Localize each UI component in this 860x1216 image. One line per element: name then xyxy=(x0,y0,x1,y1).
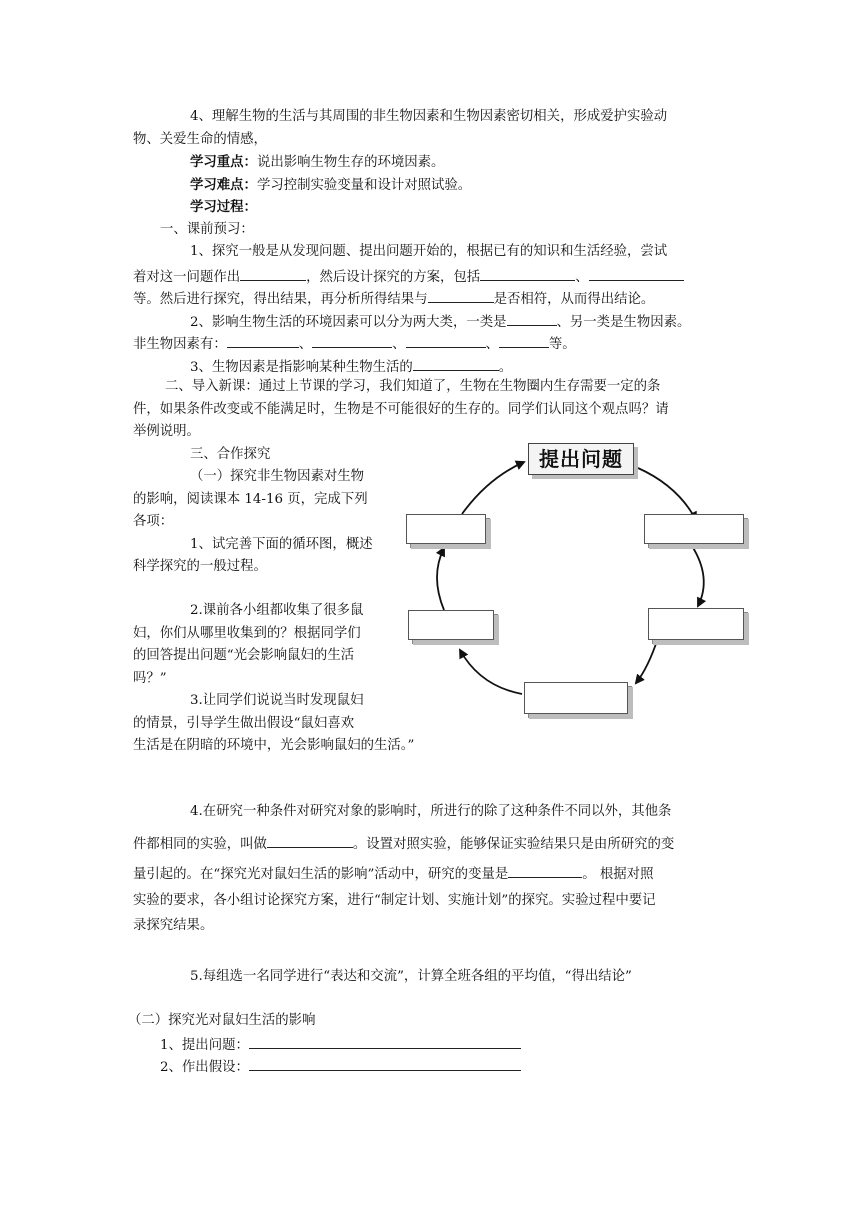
cycle-step-left-bottom[interactable] xyxy=(408,610,494,640)
arrow-bottom-left xyxy=(460,650,522,694)
part-2-heading: （二）探究光对鼠妇生活的影响 xyxy=(128,1013,316,1028)
section-2-line2: 件，如果条件改变或不能满足时，生物是不可能很好的生存的。同学们认同这个观点吗？请 xyxy=(133,402,669,417)
section-3-heading: 三、合作探究 xyxy=(190,447,271,462)
blank-abiotic-1[interactable] xyxy=(227,333,299,348)
arrow-top-right xyxy=(638,468,696,520)
cycle-step-bottom[interactable] xyxy=(524,682,628,714)
blank-plan-2[interactable] xyxy=(589,266,684,281)
q1-line3: 等。然后进行探究，得出结果，再分析所得结果与 是否相符，从而得出结论。 xyxy=(133,288,654,309)
arrow-right xyxy=(692,546,704,606)
item-4-line4: 实验的要求，各小组讨论探究方案，进行“制定计划、实施计划”的探究。实验过程中要记 xyxy=(133,893,656,908)
part-1-line1: （一）探究非生物因素对生物 xyxy=(190,469,365,484)
blank-biotic[interactable] xyxy=(413,356,499,371)
q2-line2: 非生物因素有： 、 、 、 等。 xyxy=(133,333,576,354)
cycle-step-right-top[interactable] xyxy=(644,514,744,544)
blank-hypothesis[interactable] xyxy=(240,266,306,281)
section-1-heading: 一、课前预习： xyxy=(160,222,254,237)
blank-compare[interactable] xyxy=(428,288,494,303)
section-2-line3: 举例说明。 xyxy=(133,424,200,439)
learning-difficulty xyxy=(190,176,471,195)
item-5: 5.每组选一名同学进行“表达和交流”，计算全班各组的平均值，“得出结论” xyxy=(190,969,632,984)
item-4-line5: 录探究结果。 xyxy=(133,918,214,933)
inquiry-cycle-diagram xyxy=(400,438,760,728)
diagram-top-step: 提出问题 xyxy=(528,443,634,475)
objective-4-line1: 4、理解生物的生活与其周围的非生物因素和生物因素密切相关，形成爱护实验动 xyxy=(190,109,668,124)
difficulty-label: 学习难点： xyxy=(190,177,257,193)
item-1-line1: 1、试完善下面的循环图，概述 xyxy=(190,537,373,552)
item-1-line2: 科学探究的一般过程。 xyxy=(133,559,267,574)
item-2-line2: 妇，你们从哪里收集到的？根据同学们 xyxy=(133,626,361,641)
focus-text: 说出影响生物生存的环境因素。 xyxy=(256,155,445,170)
item-2-line1: 2.课前各小组都收集了很多鼠 xyxy=(190,603,364,618)
blank-abiotic-3[interactable] xyxy=(406,333,486,348)
item-3-line3: 生活是在阴暗的环境中，光会影响鼠妇的生活。” xyxy=(133,738,415,753)
part-2-q1: 1、提出问题： xyxy=(160,1034,521,1055)
q1-line2: 着对这一问题作出 ，然后设计探究的方案，包括 、 xyxy=(133,266,684,287)
blank-plan-1[interactable] xyxy=(480,266,575,281)
arrow-left xyxy=(437,548,444,610)
q3-line: 3、生物因素是指影响某种生物生活的 。 xyxy=(190,356,512,377)
item-4-line3: 量引起的。在“探究光对鼠妇生活的影响”活动中，研究的变量是 。 根据对照 xyxy=(133,863,653,884)
blank-hypothesis-2[interactable] xyxy=(249,1056,521,1071)
part-1-line3: 各项： xyxy=(133,514,174,529)
blank-abiotic-2[interactable] xyxy=(312,333,392,348)
item-4-line1: 4.在研究一种条件对研究对象的影响时，所进行的除了这种条件不同以外，其他条 xyxy=(190,804,672,819)
cycle-step-right-bottom[interactable] xyxy=(648,608,744,640)
focus-label: 学习重点： xyxy=(190,154,257,170)
process-heading: 学习过程： xyxy=(190,199,257,215)
blank-abiotic-4[interactable] xyxy=(499,333,549,348)
part-2-q2: 2、作出假设： xyxy=(160,1056,521,1077)
cycle-step-left-top[interactable] xyxy=(406,514,486,544)
q1-line1: 1、探究一般是从发现问题、提出问题开始的，根据已有的知识和生活经验，尝试 xyxy=(190,244,668,259)
blank-control-experiment[interactable] xyxy=(267,833,353,848)
item-2-line3: 的回答提出问题“光会影响鼠妇的生活 xyxy=(133,648,355,663)
objective-4-line2: 物、关爱生命的情感， xyxy=(133,132,267,147)
blank-variable[interactable] xyxy=(508,863,582,878)
blank-factor-type[interactable] xyxy=(507,311,557,326)
item-3-line2: 的情景，引导学生做出假设“鼠妇喜欢 xyxy=(133,716,355,731)
difficulty-text: 学习控制实验变量和设计对照试验。 xyxy=(256,178,472,193)
item-2-line4: 吗？” xyxy=(133,671,167,686)
arrow-top-left xyxy=(462,462,524,514)
item-4-line2: 件都相同的实验，叫做 。设置对照实验，能够保证实验结果只是由所研究的变 xyxy=(133,833,674,854)
item-3-line1: 3.让同学们说说当时发现鼠妇 xyxy=(190,693,364,708)
q2-line1: 2、影响生物生活的环境因素可以分为两大类，一类是 、另一类是生物因素。 xyxy=(190,311,690,332)
learning-focus xyxy=(190,153,444,172)
arrow-bottom-right xyxy=(636,638,658,683)
section-2-line1: 二、导入新课：通过上节课的学习，我们知道了，生物在生物圈内生存需要一定的条 xyxy=(165,379,661,394)
blank-question[interactable] xyxy=(249,1034,521,1049)
part-1-line2: 的影响，阅读课本 14-16 页，完成下列 xyxy=(133,492,368,507)
